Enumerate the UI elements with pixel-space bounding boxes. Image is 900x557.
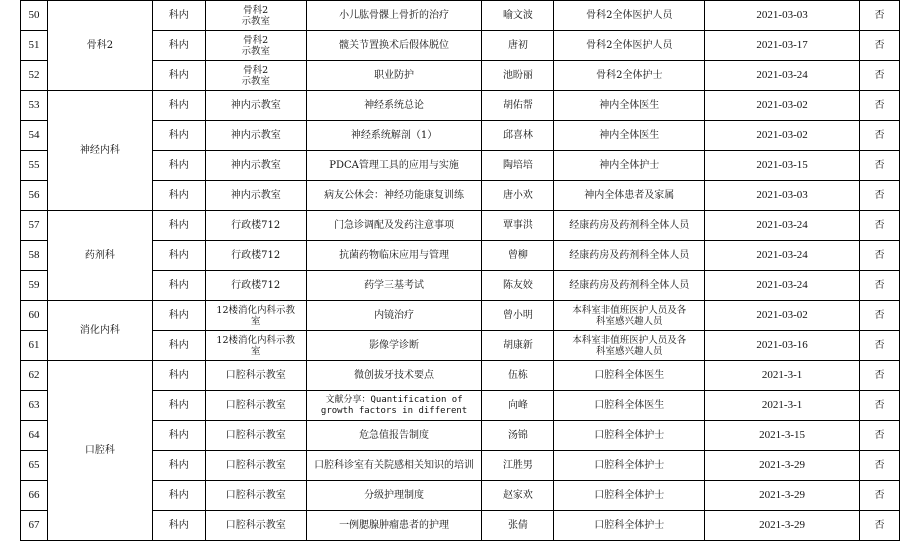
location-cell: 神内示教室 (205, 91, 306, 121)
table-row (21, 181, 900, 211)
topic-cell: 病友公休会：神经功能康复训练 (306, 181, 482, 211)
topic-cell: 髋关节置换术后假体脱位 (306, 31, 482, 61)
location-cell: 骨科2 示教室 (205, 31, 306, 61)
table-row (21, 91, 900, 121)
topic-cell: 一例腮腺肿瘤患者的护理 (306, 511, 482, 541)
topic-cell: 影像学诊断 (306, 331, 482, 361)
topic-cell: 小儿肱骨髁上骨折的治疗 (306, 1, 482, 31)
location-cell: 口腔科示教室 (205, 451, 306, 481)
speaker-cell: 唐初 (482, 31, 554, 61)
audience-cell: 骨科2全体医护人员 (554, 31, 705, 61)
flag-cell: 否 (859, 181, 899, 211)
location-cell: 行政楼712 (205, 241, 306, 271)
speaker-cell: 邱喜林 (482, 121, 554, 151)
category-cell: 科内 (152, 61, 205, 91)
speaker-cell: 曾小明 (482, 301, 554, 331)
audience-cell: 口腔科全体医生 (554, 361, 705, 391)
date-cell: 2021-3-29 (705, 451, 860, 481)
category-cell: 科内 (152, 181, 205, 211)
speaker-cell: 向峰 (482, 391, 554, 421)
flag-cell: 否 (859, 271, 899, 301)
date-cell: 2021-03-24 (705, 271, 860, 301)
flag-cell: 否 (859, 361, 899, 391)
table-row (21, 31, 900, 61)
audience-cell: 经康药房及药剂科全体人员 (554, 211, 705, 241)
topic-cell: 门急诊调配及发药注意事项 (306, 211, 482, 241)
audience-cell: 本科室非值班医护人员及各 科室感兴趣人员 (554, 331, 705, 361)
flag-cell: 否 (859, 511, 899, 541)
topic-cell: 职业防护 (306, 61, 482, 91)
location-cell: 口腔科示教室 (205, 511, 306, 541)
date-cell: 2021-3-15 (705, 421, 860, 451)
flag-cell: 否 (859, 211, 899, 241)
flag-cell: 否 (859, 331, 899, 361)
flag-cell: 否 (859, 31, 899, 61)
topic-cell: 神经系统总论 (306, 91, 482, 121)
table-row (21, 361, 900, 391)
row-number-cell: 58 (21, 241, 48, 271)
row-number-cell: 66 (21, 481, 48, 511)
topic-cell: 危急值报告制度 (306, 421, 482, 451)
date-cell: 2021-03-02 (705, 301, 860, 331)
row-number-cell: 54 (21, 121, 48, 151)
row-number-cell: 64 (21, 421, 48, 451)
category-cell: 科内 (152, 361, 205, 391)
department-cell: 神经内科 (47, 91, 152, 211)
speaker-cell: 赵家欢 (482, 481, 554, 511)
table-row (21, 61, 900, 91)
table-row (21, 451, 900, 481)
audience-cell: 经康药房及药剂科全体人员 (554, 271, 705, 301)
category-cell: 科内 (152, 121, 205, 151)
date-cell: 2021-03-24 (705, 211, 860, 241)
topic-cell: PDCA管理工具的应用与实施 (306, 151, 482, 181)
date-cell: 2021-03-03 (705, 1, 860, 31)
table-row (21, 391, 900, 421)
table-row (21, 331, 900, 361)
speaker-cell: 伍栋 (482, 361, 554, 391)
date-cell: 2021-3-29 (705, 511, 860, 541)
flag-cell: 否 (859, 421, 899, 451)
table-row (21, 301, 900, 331)
location-cell: 骨科2 示教室 (205, 1, 306, 31)
flag-cell: 否 (859, 241, 899, 271)
audience-cell: 神内全体护士 (554, 151, 705, 181)
flag-cell: 否 (859, 91, 899, 121)
row-number-cell: 53 (21, 91, 48, 121)
audience-cell: 神内全体患者及家属 (554, 181, 705, 211)
row-number-cell: 57 (21, 211, 48, 241)
topic-cell: 药学三基考试 (306, 271, 482, 301)
location-cell: 行政楼712 (205, 211, 306, 241)
category-cell: 科内 (152, 301, 205, 331)
table-row (21, 1, 900, 31)
topic-cell: 抗菌药物临床应用与管理 (306, 241, 482, 271)
speaker-cell: 覃事洪 (482, 211, 554, 241)
topic-cell: 文献分享：Quantification of growth factors in different (306, 391, 482, 421)
row-number-cell: 61 (21, 331, 48, 361)
topic-cell: 分级护理制度 (306, 481, 482, 511)
row-number-cell: 55 (21, 151, 48, 181)
topic-cell: 神经系统解剖（1） (306, 121, 482, 151)
location-cell: 口腔科示教室 (205, 421, 306, 451)
flag-cell: 否 (859, 121, 899, 151)
date-cell: 2021-03-02 (705, 91, 860, 121)
speaker-cell: 喻文波 (482, 1, 554, 31)
flag-cell: 否 (859, 1, 899, 31)
table-row (21, 421, 900, 451)
audience-cell: 骨科2全体护士 (554, 61, 705, 91)
audience-cell: 骨科2全体医护人员 (554, 1, 705, 31)
category-cell: 科内 (152, 241, 205, 271)
category-cell: 科内 (152, 271, 205, 301)
date-cell: 2021-3-1 (705, 361, 860, 391)
date-cell: 2021-03-24 (705, 241, 860, 271)
audience-cell: 口腔科全体护士 (554, 511, 705, 541)
table-row (21, 511, 900, 541)
location-cell: 骨科2 示教室 (205, 61, 306, 91)
audience-cell: 神内全体医生 (554, 121, 705, 151)
category-cell: 科内 (152, 481, 205, 511)
row-number-cell: 56 (21, 181, 48, 211)
topic-cell: 微创拔牙技术要点 (306, 361, 482, 391)
speaker-cell: 汤锦 (482, 421, 554, 451)
category-cell: 科内 (152, 331, 205, 361)
category-cell: 科内 (152, 391, 205, 421)
row-number-cell: 60 (21, 301, 48, 331)
department-cell: 药剂科 (47, 211, 152, 301)
category-cell: 科内 (152, 511, 205, 541)
flag-cell: 否 (859, 151, 899, 181)
location-cell: 口腔科示教室 (205, 361, 306, 391)
flag-cell: 否 (859, 301, 899, 331)
speaker-cell: 张倩 (482, 511, 554, 541)
speaker-cell: 胡康新 (482, 331, 554, 361)
row-number-cell: 65 (21, 451, 48, 481)
audience-cell: 神内全体医生 (554, 91, 705, 121)
date-cell: 2021-03-03 (705, 181, 860, 211)
date-cell: 2021-3-29 (705, 481, 860, 511)
row-number-cell: 51 (21, 31, 48, 61)
location-cell: 口腔科示教室 (205, 481, 306, 511)
table-body (21, 1, 900, 541)
table-row (21, 241, 900, 271)
audience-cell: 口腔科全体护士 (554, 481, 705, 511)
date-cell: 2021-03-16 (705, 331, 860, 361)
table-row (21, 481, 900, 511)
location-cell: 12楼消化内科示教 室 (205, 331, 306, 361)
date-cell: 2021-03-15 (705, 151, 860, 181)
speaker-cell: 陈友姣 (482, 271, 554, 301)
flag-cell: 否 (859, 451, 899, 481)
speaker-cell: 曾柳 (482, 241, 554, 271)
location-cell: 12楼消化内科示教 室 (205, 301, 306, 331)
topic-cell: 内镜治疗 (306, 301, 482, 331)
department-cell: 骨科2 (47, 1, 152, 91)
audience-cell: 口腔科全体护士 (554, 451, 705, 481)
department-cell: 消化内科 (47, 301, 152, 361)
flag-cell: 否 (859, 481, 899, 511)
category-cell: 科内 (152, 151, 205, 181)
speaker-cell: 陶培培 (482, 151, 554, 181)
date-cell: 2021-03-02 (705, 121, 860, 151)
flag-cell: 否 (859, 391, 899, 421)
row-number-cell: 63 (21, 391, 48, 421)
table-row (21, 121, 900, 151)
table-row (21, 151, 900, 181)
speaker-cell: 池盼丽 (482, 61, 554, 91)
table-row (21, 271, 900, 301)
flag-cell: 否 (859, 61, 899, 91)
category-cell: 科内 (152, 31, 205, 61)
category-cell: 科内 (152, 421, 205, 451)
audience-cell: 口腔科全体护士 (554, 421, 705, 451)
speaker-cell: 胡佑帮 (482, 91, 554, 121)
row-number-cell: 62 (21, 361, 48, 391)
speaker-cell: 唐小欢 (482, 181, 554, 211)
location-cell: 口腔科示教室 (205, 391, 306, 421)
row-number-cell: 59 (21, 271, 48, 301)
row-number-cell: 52 (21, 61, 48, 91)
topic-cell: 口腔科诊室有关院感相关知识的培训 (306, 451, 482, 481)
location-cell: 神内示教室 (205, 151, 306, 181)
table-row (21, 211, 900, 241)
category-cell: 科内 (152, 211, 205, 241)
department-cell: 口腔科 (47, 361, 152, 541)
training-schedule-table (20, 0, 900, 541)
location-cell: 神内示教室 (205, 121, 306, 151)
date-cell: 2021-03-17 (705, 31, 860, 61)
audience-cell: 经康药房及药剂科全体人员 (554, 241, 705, 271)
location-cell: 神内示教室 (205, 181, 306, 211)
row-number-cell: 50 (21, 1, 48, 31)
category-cell: 科内 (152, 1, 205, 31)
date-cell: 2021-3-1 (705, 391, 860, 421)
category-cell: 科内 (152, 451, 205, 481)
row-number-cell: 67 (21, 511, 48, 541)
audience-cell: 本科室非值班医护人员及各 科室感兴趣人员 (554, 301, 705, 331)
location-cell: 行政楼712 (205, 271, 306, 301)
date-cell: 2021-03-24 (705, 61, 860, 91)
speaker-cell: 江胜男 (482, 451, 554, 481)
audience-cell: 口腔科全体医生 (554, 391, 705, 421)
category-cell: 科内 (152, 91, 205, 121)
